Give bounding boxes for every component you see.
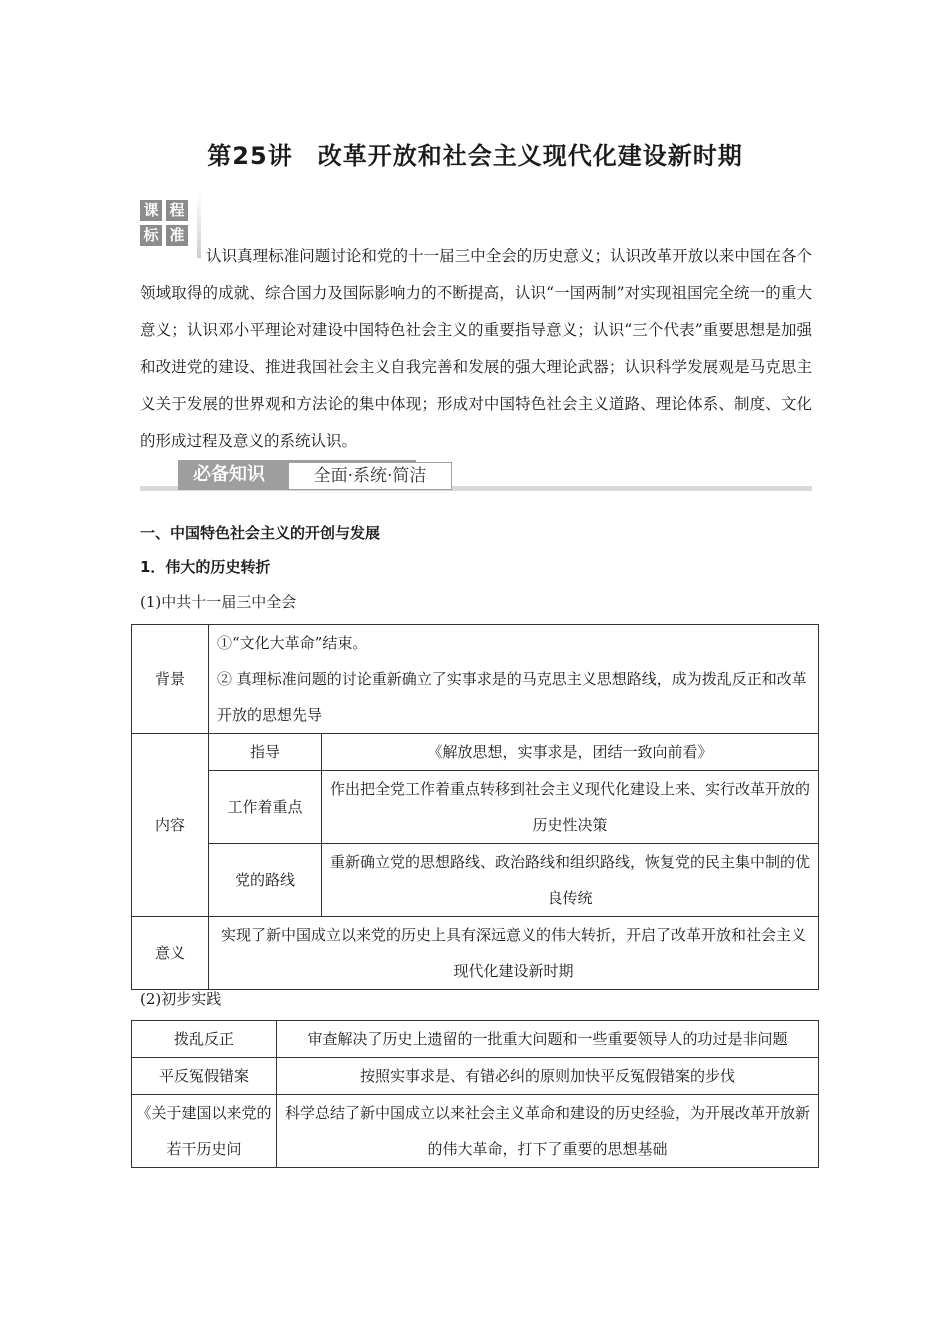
row-label: 意义 <box>132 917 209 990</box>
table-row <box>132 1021 819 1058</box>
banner-subtitle: 全面·系统·简洁 <box>288 462 452 490</box>
tag-char: 标 <box>140 225 162 246</box>
table-row <box>132 625 819 734</box>
standard-paragraph: 认识真理标准问题讨论和党的十一届三中全会的历史意义；认识改革开放以来中国在各个领域取得的成就、综合国力及国际影响力的不断提高，认识“一国两制”对实现祖国完全统一的重大意义；认识邓小平理论对建设中国特色社会主义的重要指导意义；认识“三个代表”重要思想是加强和改进党的建设、推进我国社会主义自我完善和发展的强大理论武器；认识科学发展观是马克思主义关于发展的世界观和方法论的集中体现；形成对中国特色社会主义道路、理论体系、制度、文化的形成过程及意义的系统认识。 <box>140 247 812 450</box>
background-item: ② 真理标准问题的讨论重新确立了实事求是的马克思主义思想路线，成为拨乱反正和改革开放的思想先导 <box>217 670 807 724</box>
table-row <box>132 1095 819 1168</box>
sub-subsection-heading: (2)初步实践 <box>140 990 222 1008</box>
table-row <box>132 917 819 990</box>
page-title: 第25讲 改革开放和社会主义现代化建设新时期 <box>207 142 743 170</box>
banner-title: 必备知识 <box>193 464 265 485</box>
plenum-table <box>131 624 819 990</box>
cell-text: 审查解决了历史上遗留的一批重大问题和一些重要领导人的功过是非问题 <box>277 1021 819 1058</box>
row-label: 平反冤假错案 <box>132 1058 277 1095</box>
table-row <box>132 1058 819 1095</box>
tag-char: 程 <box>166 200 188 221</box>
curriculum-standard-text <box>140 238 812 460</box>
background-item: ①“文化大革命”结束。 <box>217 634 368 652</box>
cell-text: 《解放思想，实事求是，团结一致向前看》 <box>322 734 819 771</box>
cell-text: 实现了新中国成立以来党的历史上具有深远意义的伟大转折，开启了改革开放和社会主义现代化建设新时期 <box>209 917 819 990</box>
cell-text: 按照实事求是、有错必纠的原则加快平反冤假错案的步伐 <box>277 1058 819 1095</box>
table-row <box>132 734 819 771</box>
tag-char: 课 <box>140 200 162 221</box>
initial-practice-table <box>131 1020 819 1168</box>
row-label: 《关于建国以来党的若干历史问 <box>132 1095 277 1168</box>
sub-label: 工作着重点 <box>209 771 322 844</box>
tag-char: 准 <box>166 225 188 246</box>
table-row <box>132 844 819 917</box>
table-row <box>132 771 819 844</box>
section-heading: 一、中国特色社会主义的开创与发展 <box>140 524 381 542</box>
subsection-heading: 1．伟大的历史转折 <box>140 558 271 576</box>
sub-label: 指导 <box>209 734 322 771</box>
row-label: 背景 <box>132 625 209 734</box>
section-banner <box>140 458 812 494</box>
row-label: 内容 <box>132 734 209 917</box>
sub-label: 党的路线 <box>209 844 322 917</box>
row-label: 拨乱反正 <box>132 1021 277 1058</box>
cell-text: 重新确立党的思想路线、政治路线和组织路线，恢复党的民主集中制的优良传统 <box>322 844 819 917</box>
background-cell <box>209 625 819 734</box>
cell-text: 科学总结了新中国成立以来社会主义革命和建设的历史经验，为开展改革开放新的伟大革命，打下了重要的思想基础 <box>277 1095 819 1168</box>
cell-text: 作出把全党工作着重点转移到社会主义现代化建设上来、实行改革开放的历史性决策 <box>322 771 819 844</box>
sub-subsection-heading: (1)中共十一届三中全会 <box>140 593 297 611</box>
